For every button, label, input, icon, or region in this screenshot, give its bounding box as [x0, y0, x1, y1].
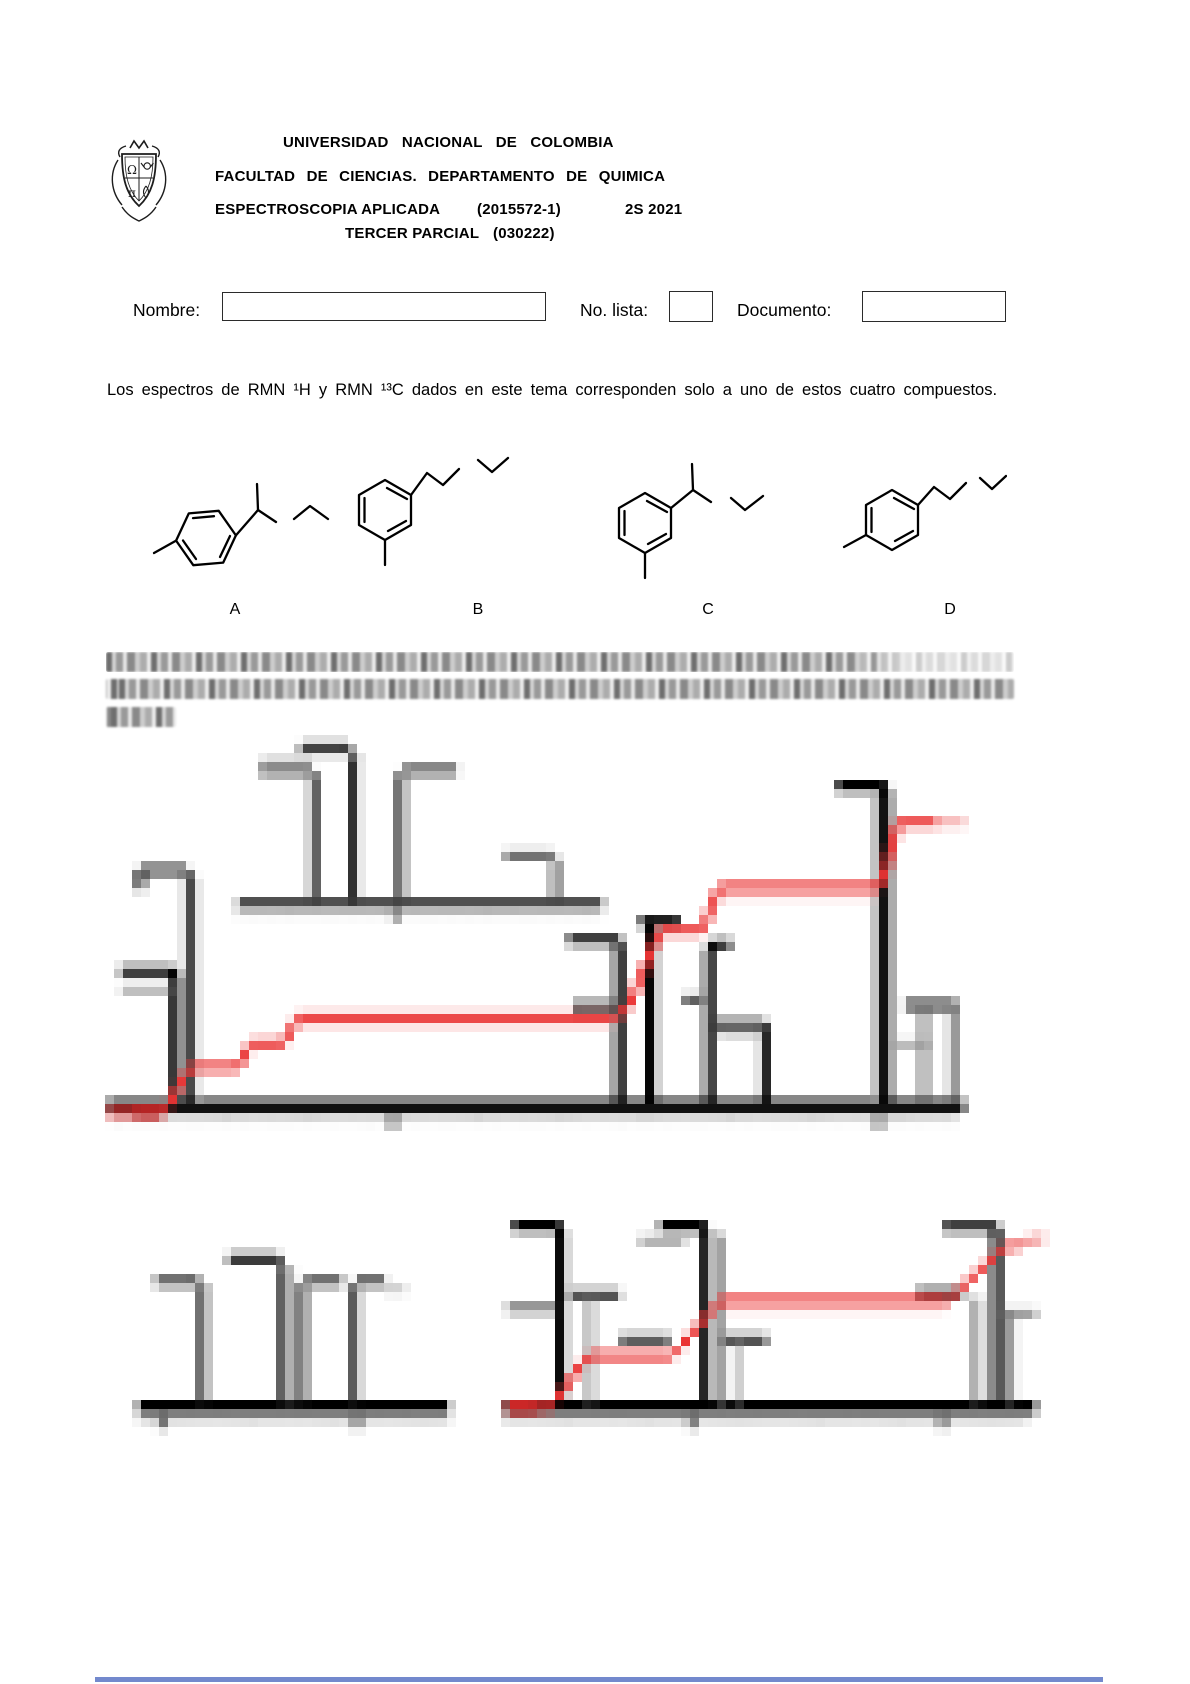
crest-omega-glyph: Ω	[127, 163, 137, 177]
compound-c-structure	[565, 428, 800, 583]
page-edge-artifact	[95, 1677, 1103, 1682]
term-label: 2S 2021	[625, 201, 683, 218]
exam-code: (030222)	[493, 225, 555, 242]
compound-b-label: B	[472, 601, 484, 618]
course-name: ESPECTROSCOPIA APLICADA	[215, 201, 441, 218]
list-number-input[interactable]	[669, 291, 713, 322]
name-input[interactable]	[222, 292, 546, 321]
document-label: Documento:	[737, 300, 832, 320]
nmr-spectrum-top	[105, 690, 978, 1149]
exam-title: TERCER PARCIAL	[345, 225, 480, 242]
compound-d-label: D	[944, 601, 956, 618]
name-label: Nombre:	[133, 300, 201, 320]
compound-b-structure	[330, 428, 520, 573]
compound-c-label: C	[702, 601, 714, 618]
compound-a-structure	[118, 440, 330, 575]
crest-pi-glyph: π	[128, 186, 136, 200]
course-code: (2015572-1)	[477, 201, 561, 218]
compound-d-structure	[782, 430, 1007, 560]
list-number-label: No. lista:	[580, 300, 649, 320]
nmr-spectrum-bottom	[105, 1139, 1050, 1445]
university-crest-logo	[106, 136, 172, 224]
intro-paragraph: Los espectros de RMN ¹H y RMN ¹³C dados en este tema corresponden solo a uno de estos cuatro compuestos.	[107, 380, 998, 399]
university-name: UNIVERSIDAD NACIONAL DE COLOMBIA	[283, 134, 614, 151]
faculty-department: FACULTAD DE CIENCIAS. DEPARTAMENTO DE QUIMICA	[215, 168, 666, 185]
document-input[interactable]	[862, 291, 1006, 322]
compound-a-label: A	[229, 601, 241, 618]
blurred-instructions-line-1	[106, 652, 1014, 672]
